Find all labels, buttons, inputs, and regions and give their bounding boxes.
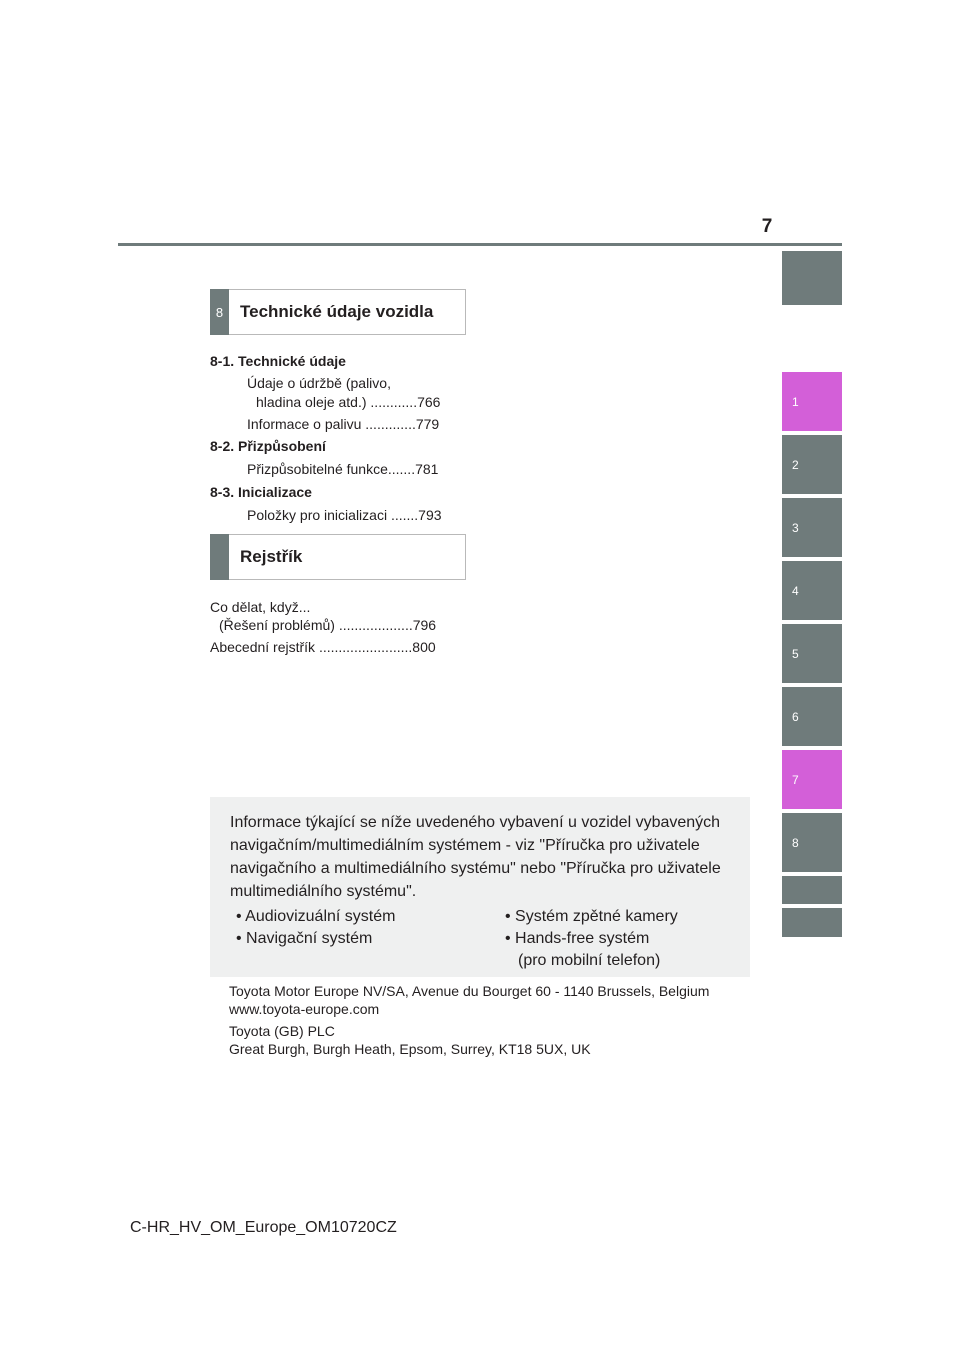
toc-entry-maintenance-data[interactable]: Údaje o údržbě (palivo, xyxy=(247,375,391,391)
info-paragraph xyxy=(230,811,743,903)
toc-subsection-8-3[interactable]: 8-3. Inicializace xyxy=(210,484,312,500)
index-header xyxy=(210,534,466,580)
section-8-header xyxy=(210,289,466,335)
toc-subsection-8-2[interactable]: 8-2. Přizpůsobení xyxy=(210,438,326,454)
info-line: Informace týkající se níže uvedeného vybavení u vozidel vybavených xyxy=(230,814,721,831)
toc-entry-maintenance-data-cont[interactable]: hladina oleje atd.) ............766 xyxy=(256,394,441,410)
bullet-audiovisual: • Audiovizuální systém xyxy=(236,908,396,925)
chapter-tab-1[interactable]: 1 xyxy=(782,372,842,431)
toc-subsection-8-1[interactable]: 8-1. Technické údaje xyxy=(210,353,346,369)
chapter-tab-blank-1[interactable] xyxy=(782,876,842,904)
bullet-navigation: • Navigační systém xyxy=(236,930,373,947)
info-line: navigačním/multimediálním systémem - viz "Příručka pro uživatele xyxy=(230,837,700,854)
toc-entry-alphabetical-index[interactable]: Abecední rejstřík ........................800 xyxy=(210,639,436,655)
toc-entry-troubleshooting-cont[interactable]: (Řešení problémů) ...................796 xyxy=(219,617,437,633)
page-number: 7 xyxy=(761,216,773,237)
chapter-tab-6[interactable]: 6 xyxy=(782,687,842,746)
address-tme: Toyota Motor Europe NV/SA, Avenue du Bourget 60 - 1140 Brussels, Belgium xyxy=(229,983,710,999)
chapter-tab-7[interactable]: 7 xyxy=(782,750,842,809)
toc-entry-customizable-features[interactable]: Přizpůsobitelné funkce.......781 xyxy=(247,461,439,477)
info-line: navigačního a multimediálního systému" nebo "Příručka pro uživatele xyxy=(230,860,721,877)
toc-entry-fuel-info[interactable]: Informace o palivu .............779 xyxy=(247,416,440,432)
bullet-hands-free-cont: (pro mobilní telefon) xyxy=(518,952,661,969)
section-number: 8 xyxy=(210,289,229,335)
toc-entry-initialization-items[interactable]: Položky pro inicializaci .......793 xyxy=(247,507,442,523)
info-line: multimediálního systému". xyxy=(230,883,417,900)
address-gb-company: Toyota (GB) PLC xyxy=(229,1023,335,1039)
header-rule xyxy=(118,243,842,246)
chapter-tab-5[interactable]: 5 xyxy=(782,624,842,683)
document-code: C-HR_HV_OM_Europe_OM10720CZ xyxy=(130,1219,397,1236)
chapter-tab-4[interactable]: 4 xyxy=(782,561,842,620)
chapter-tab-8[interactable]: 8 xyxy=(782,813,842,872)
bullet-hands-free: • Hands-free systém xyxy=(505,930,650,947)
website-link[interactable]: www.toyota-europe.com xyxy=(229,1001,380,1017)
section-title: Technické údaje vozidla xyxy=(240,302,434,321)
toc-entry-troubleshooting[interactable]: Co dělat, když... xyxy=(210,599,311,615)
index-header-bar xyxy=(210,534,229,580)
address-gb-street: Great Burgh, Burgh Heath, Epsom, Surrey, KT18 5UX, UK xyxy=(229,1041,591,1057)
chapter-tab-3[interactable]: 3 xyxy=(782,498,842,557)
index-title: Rejstřík xyxy=(240,547,303,566)
bullet-rear-camera: • Systém zpětné kamery xyxy=(505,908,678,925)
chapter-tab-blank-top[interactable] xyxy=(782,251,842,305)
chapter-tab-blank-2[interactable] xyxy=(782,908,842,937)
chapter-tab-2[interactable]: 2 xyxy=(782,435,842,494)
